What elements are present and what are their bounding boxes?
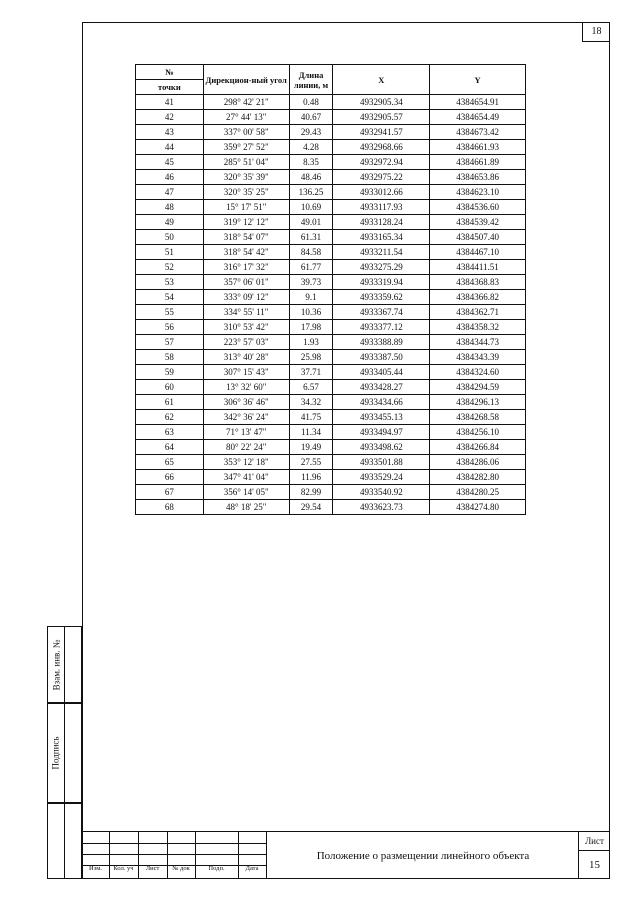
table-row [136,320,526,335]
cell-length: 61.77 [289,260,333,275]
cell-y: 4384286.06 [430,455,526,470]
sheet-number: 15 [589,859,600,871]
header-x: X [333,65,430,95]
cell-y: 4384411.51 [430,260,526,275]
cell-direction: 223° 57' 03" [203,335,289,350]
cell-point: 66 [136,470,204,485]
cell-length: 0.48 [289,95,333,110]
cell-length: 41.75 [289,410,333,425]
cell-x: 4933128.24 [333,215,430,230]
cell-direction: 319° 12' 12" [203,215,289,230]
cell-direction: 318° 54' 07" [203,230,289,245]
cell-length: 8.35 [289,155,333,170]
table-row [136,500,526,515]
cell-y: 4384256.10 [430,425,526,440]
cell-y: 4384661.93 [430,140,526,155]
side-stamp-inventory [47,626,82,703]
cell-y: 4384282.80 [430,470,526,485]
table-row [136,140,526,155]
cell-direction: 356° 14' 05" [203,485,289,500]
table-row [136,335,526,350]
cell-point: 47 [136,185,204,200]
inventory-label: Взам. инв. № [51,639,61,690]
cell-y: 4384268.58 [430,410,526,425]
table-row [136,305,526,320]
cell-length: 29.43 [289,125,333,140]
cell-direction: 27° 44' 13" [203,110,289,125]
cell-x: 4933377.12 [333,320,430,335]
cell-direction: 13° 32' 60" [203,380,289,395]
cell-x: 4932972.94 [333,155,430,170]
cell-direction: 347° 41' 04" [203,470,289,485]
cell-point: 48 [136,200,204,215]
cell-length: 61.31 [289,230,333,245]
title-block [82,831,610,879]
cell-x: 4932905.34 [333,95,430,110]
cell-y: 4384296.13 [430,395,526,410]
cell-x: 4932941.57 [333,125,430,140]
cell-length: 40.67 [289,110,333,125]
table-row [136,95,526,110]
cell-point: 56 [136,320,204,335]
table-row [136,455,526,470]
revision-grid [82,832,266,879]
cell-point: 65 [136,455,204,470]
cell-point: 55 [136,305,204,320]
cell-direction: 357° 06' 01" [203,275,289,290]
cell-x: 4933455.13 [333,410,430,425]
table-row [136,350,526,365]
cell-direction: 285° 51' 04" [203,155,289,170]
cell-y: 4384294.59 [430,380,526,395]
header-length: Длина линии, м [289,65,333,95]
cell-x: 4933165.34 [333,230,430,245]
cell-x: 4933275.29 [333,260,430,275]
cell-length: 10.36 [289,305,333,320]
header-y: Y [430,65,526,95]
cell-x: 4932975.22 [333,170,430,185]
cell-x: 4933494.97 [333,425,430,440]
cell-point: 41 [136,95,204,110]
cell-length: 19.49 [289,440,333,455]
label-signature: Подп. [208,865,225,872]
header-point-no: № [136,65,204,80]
cell-y: 4384368.83 [430,275,526,290]
table-row [136,380,526,395]
cell-x: 4933529.24 [333,470,430,485]
cell-x: 4933117.93 [333,200,430,215]
side-stamp-signature [47,703,82,803]
cell-direction: 310° 53' 42" [203,320,289,335]
label-sheet: Лист [145,865,160,872]
cell-point: 45 [136,155,204,170]
table-row [136,110,526,125]
table-row [136,365,526,380]
cell-length: 27.55 [289,455,333,470]
table-row [136,125,526,140]
cell-y: 4384654.91 [430,95,526,110]
cell-y: 4384266.84 [430,440,526,455]
cell-x: 4932905.57 [333,110,430,125]
cell-direction: 333° 09' 12" [203,290,289,305]
cell-direction: 320° 35' 39" [203,170,289,185]
cell-direction: 318° 54' 42" [203,245,289,260]
cell-y: 4384366.82 [430,290,526,305]
cell-y: 4384507.40 [430,230,526,245]
cell-length: 37.71 [289,365,333,380]
cell-direction: 15° 17' 51" [203,200,289,215]
cell-direction: 306° 36' 46" [203,395,289,410]
cell-x: 4932968.66 [333,140,430,155]
signature-label: Подпись [51,736,61,770]
cell-point: 57 [136,335,204,350]
cell-point: 49 [136,215,204,230]
cell-point: 64 [136,440,204,455]
cell-x: 4933498.62 [333,440,430,455]
cell-direction: 298° 42' 21" [203,95,289,110]
sheet-label: Лист [579,832,610,851]
cell-length: 17.98 [289,320,333,335]
table-row [136,185,526,200]
table-row [136,170,526,185]
label-date: Дата [245,865,259,872]
cell-direction: 342° 36' 24" [203,410,289,425]
cell-point: 59 [136,365,204,380]
table-row [136,200,526,215]
cell-y: 4384539.42 [430,215,526,230]
cell-y: 4384274.80 [430,500,526,515]
cell-x: 4933623.73 [333,500,430,515]
cell-point: 54 [136,290,204,305]
cell-direction: 337° 00' 58" [203,125,289,140]
cell-direction: 71° 13' 47" [203,425,289,440]
cell-length: 136.25 [289,185,333,200]
cell-length: 4.28 [289,140,333,155]
cell-y: 4384623.10 [430,185,526,200]
cell-x: 4933387.50 [333,350,430,365]
table-row [136,215,526,230]
cell-length: 6.57 [289,380,333,395]
cell-point: 67 [136,485,204,500]
cell-point: 44 [136,140,204,155]
cell-x: 4933319.94 [333,275,430,290]
cell-x: 4933428.27 [333,380,430,395]
cell-length: 11.96 [289,470,333,485]
table-row [136,410,526,425]
cell-direction: 320° 35' 25" [203,185,289,200]
cell-direction: 334° 55' 11" [203,305,289,320]
cell-length: 48.46 [289,170,333,185]
cell-point: 62 [136,410,204,425]
table-row [136,260,526,275]
cell-length: 49.01 [289,215,333,230]
cell-direction: 48° 18' 25" [203,500,289,515]
cell-y: 4384654.49 [430,110,526,125]
cell-x: 4933012.66 [333,185,430,200]
label-change: Изм. [89,865,102,872]
cell-length: 29.54 [289,500,333,515]
cell-y: 4384467.10 [430,245,526,260]
cell-length: 1.93 [289,335,333,350]
cell-y: 4384661.89 [430,155,526,170]
cell-y: 4384653.86 [430,170,526,185]
cell-length: 25.98 [289,350,333,365]
cell-point: 61 [136,395,204,410]
cell-direction: 359° 27' 52" [203,140,289,155]
label-doc-no: № док [172,865,190,872]
cell-point: 46 [136,170,204,185]
cell-point: 52 [136,260,204,275]
cell-x: 4933501.88 [333,455,430,470]
cell-point: 60 [136,380,204,395]
side-stamp-date [47,803,82,879]
cell-length: 11.34 [289,425,333,440]
cell-length: 10.69 [289,200,333,215]
cell-x: 4933434.66 [333,395,430,410]
cell-point: 43 [136,125,204,140]
cell-direction: 313° 40' 28" [203,350,289,365]
cell-point: 51 [136,245,204,260]
cell-x: 4933405.44 [333,365,430,380]
table-row [136,230,526,245]
cell-y: 4384536.60 [430,200,526,215]
cell-y: 4384324.60 [430,365,526,380]
header-point: точки [136,80,204,95]
cell-point: 58 [136,350,204,365]
cell-x: 4933388.89 [333,335,430,350]
label-count: Кол. уч [113,865,134,872]
table-row [136,485,526,500]
sheet-box [578,832,610,879]
cell-length: 34.32 [289,395,333,410]
cell-direction: 353° 12' 18" [203,455,289,470]
cell-direction: 80° 22' 24" [203,440,289,455]
cell-x: 4933540.92 [333,485,430,500]
cell-x: 4933367.74 [333,305,430,320]
cell-y: 4384280.25 [430,485,526,500]
cell-y: 4384343.39 [430,350,526,365]
cell-length: 82.99 [289,485,333,500]
cell-direction: 316° 17' 32" [203,260,289,275]
table-row [136,425,526,440]
cell-x: 4933359.62 [333,290,430,305]
table-row [136,155,526,170]
cell-direction: 307° 15' 43" [203,365,289,380]
cell-point: 68 [136,500,204,515]
table-row [136,470,526,485]
cell-length: 9.1 [289,290,333,305]
cell-y: 4384673.42 [430,125,526,140]
top-sheet-number: 18 [582,22,610,42]
table-row [136,245,526,260]
cell-y: 4384344.73 [430,335,526,350]
cell-y: 4384358.32 [430,320,526,335]
table-body [136,95,526,515]
coordinates-table [135,64,526,515]
table-row [136,290,526,305]
cell-length: 84.58 [289,245,333,260]
table-row [136,395,526,410]
cell-x: 4933211.54 [333,245,430,260]
cell-point: 50 [136,230,204,245]
table-row [136,275,526,290]
cell-point: 53 [136,275,204,290]
cell-y: 4384362.71 [430,305,526,320]
cell-point: 63 [136,425,204,440]
table-row [136,440,526,455]
cell-length: 39.73 [289,275,333,290]
cell-point: 42 [136,110,204,125]
document-title: Положение о размещении линейного объекта [266,832,579,879]
header-direction: Дирекцион-ный угол [203,65,289,95]
